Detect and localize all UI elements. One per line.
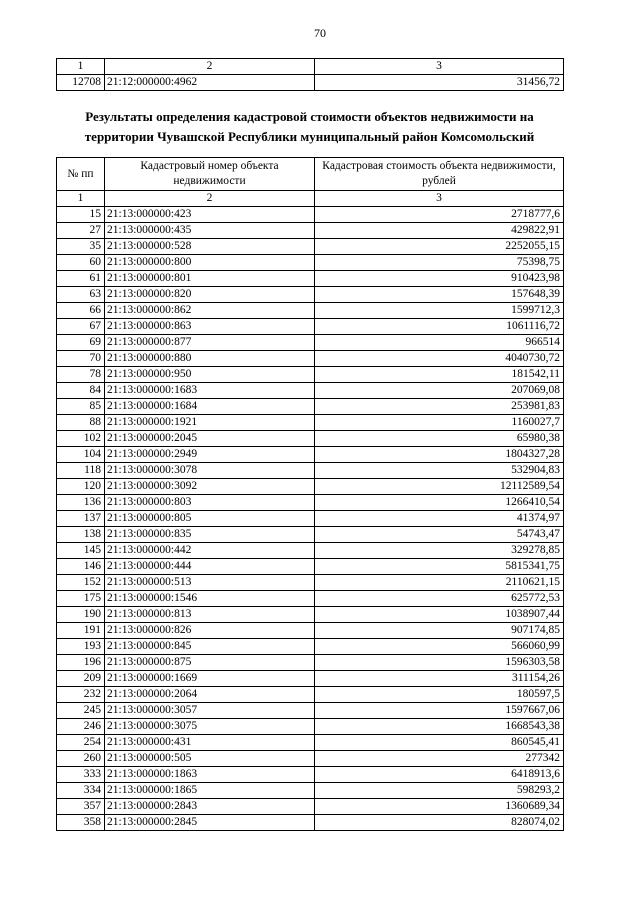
cadastral-number: 21:13:000000:431 [105, 735, 315, 751]
cadastral-number: 21:13:000000:2949 [105, 447, 315, 463]
table-row [57, 527, 564, 543]
table-row [57, 223, 564, 239]
cadastral-number: 21:13:000000:3092 [105, 479, 315, 495]
table-row [57, 287, 564, 303]
page-number: 70 [314, 26, 326, 40]
cadastral-number: 21:13:000000:1921 [105, 415, 315, 431]
cadastral-value: 75398,75 [315, 255, 564, 271]
cadastral-value: 828074,02 [315, 815, 564, 831]
cadastral-number: 21:13:000000:423 [105, 207, 315, 223]
row-number: 209 [57, 671, 105, 687]
cadastral-number: 21:13:000000:805 [105, 511, 315, 527]
row-number: 357 [57, 799, 105, 815]
row-number: 196 [57, 655, 105, 671]
cadastral-number: 21:13:000000:1684 [105, 399, 315, 415]
cadastral-value: 2252055,15 [315, 239, 564, 255]
table-row [57, 671, 564, 687]
row-number: 145 [57, 543, 105, 559]
table-row [57, 75, 564, 91]
cadastral-number: 21:13:000000:435 [105, 223, 315, 239]
cadastral-value: 907174,85 [315, 623, 564, 639]
table-row [57, 511, 564, 527]
row-number: 232 [57, 687, 105, 703]
top-col-1: 1 [57, 59, 105, 75]
cadastral-value: 1360689,34 [315, 799, 564, 815]
table-row [57, 415, 564, 431]
table-row [57, 719, 564, 735]
cadastral-number: 21:13:000000:1865 [105, 783, 315, 799]
cadastral-value: 31456,72 [315, 75, 564, 91]
table-row [57, 255, 564, 271]
table-row [57, 399, 564, 415]
cadastral-number: 21:13:000000:1546 [105, 591, 315, 607]
cadastral-value: 566060,99 [315, 639, 564, 655]
cadastral-number: 21:13:000000:2843 [105, 799, 315, 815]
top-table-header-row [57, 59, 564, 75]
cadastral-number: 21:13:000000:800 [105, 255, 315, 271]
table-row [57, 367, 564, 383]
table-row [57, 735, 564, 751]
row-number: 61 [57, 271, 105, 287]
table-row [57, 495, 564, 511]
cadastral-value: 277342 [315, 751, 564, 767]
table-row [57, 543, 564, 559]
row-number: 245 [57, 703, 105, 719]
table-row [57, 271, 564, 287]
table-row [57, 335, 564, 351]
cadastral-number: 21:13:000000:801 [105, 271, 315, 287]
table-row [57, 463, 564, 479]
row-number: 69 [57, 335, 105, 351]
row-number: 88 [57, 415, 105, 431]
table-row [57, 607, 564, 623]
cadastral-value: 1668543,38 [315, 719, 564, 735]
cadastral-value: 1266410,54 [315, 495, 564, 511]
row-number: 85 [57, 399, 105, 415]
heading-line-1: Результаты определения кадастровой стоимости объектов недвижимости на [85, 109, 534, 124]
row-number: 137 [57, 511, 105, 527]
table-row [57, 639, 564, 655]
row-number: 333 [57, 767, 105, 783]
row-number: 67 [57, 319, 105, 335]
header-cadastral-value: Кадастровая стоимость объекта недвижимости, рублей [315, 158, 564, 191]
cadastral-number: 21:13:000000:803 [105, 495, 315, 511]
cadastral-number: 21:13:000000:1669 [105, 671, 315, 687]
cadastral-value: 4040730,72 [315, 351, 564, 367]
cadastral-value: 1804327,28 [315, 447, 564, 463]
table-row [57, 687, 564, 703]
table-row [57, 431, 564, 447]
cadastral-number: 21:13:000000:835 [105, 527, 315, 543]
table-row [57, 207, 564, 223]
cadastral-value: 207069,08 [315, 383, 564, 399]
row-number: 260 [57, 751, 105, 767]
cadastral-value: 1160027,7 [315, 415, 564, 431]
table-row [57, 815, 564, 831]
column-number-row [57, 191, 564, 207]
top-col-2: 2 [105, 59, 315, 75]
table-row [57, 767, 564, 783]
cadastral-number: 21:13:000000:826 [105, 623, 315, 639]
col-number-2: 2 [105, 191, 315, 207]
cadastral-value: 180597,5 [315, 687, 564, 703]
row-number: 12708 [57, 75, 105, 91]
table-row [57, 383, 564, 399]
cadastral-number: 21:13:000000:2064 [105, 687, 315, 703]
cadastral-number: 21:13:000000:845 [105, 639, 315, 655]
row-number: 136 [57, 495, 105, 511]
cadastral-number: 21:13:000000:3075 [105, 719, 315, 735]
cadastral-number: 21:13:000000:2845 [105, 815, 315, 831]
cadastral-number: 21:13:000000:875 [105, 655, 315, 671]
row-number: 60 [57, 255, 105, 271]
header-row-number: № пп [57, 158, 105, 191]
cadastral-value: 532904,83 [315, 463, 564, 479]
cadastral-value: 625772,53 [315, 591, 564, 607]
cadastral-table [56, 157, 564, 831]
cadastral-value: 41374,97 [315, 511, 564, 527]
row-number: 66 [57, 303, 105, 319]
cadastral-number: 21:13:000000:862 [105, 303, 315, 319]
row-number: 35 [57, 239, 105, 255]
cadastral-value: 1038907,44 [315, 607, 564, 623]
table-row [57, 447, 564, 463]
top-col-3: 3 [315, 59, 564, 75]
table-row [57, 703, 564, 719]
row-number: 152 [57, 575, 105, 591]
cadastral-value: 2718777,6 [315, 207, 564, 223]
cadastral-value: 1061116,72 [315, 319, 564, 335]
cadastral-value: 181542,11 [315, 367, 564, 383]
table-body [57, 207, 564, 831]
row-number: 138 [57, 527, 105, 543]
row-number: 70 [57, 351, 105, 367]
cadastral-value: 429822,91 [315, 223, 564, 239]
cadastral-value: 860545,41 [315, 735, 564, 751]
cadastral-value: 910423,98 [315, 271, 564, 287]
cadastral-number: 21:12:000000:4962 [105, 75, 315, 91]
row-number: 78 [57, 367, 105, 383]
top-table [56, 58, 564, 91]
row-number: 104 [57, 447, 105, 463]
table-row [57, 591, 564, 607]
cadastral-value: 329278,85 [315, 543, 564, 559]
cadastral-number: 21:13:000000:880 [105, 351, 315, 367]
row-number: 193 [57, 639, 105, 655]
row-number: 358 [57, 815, 105, 831]
cadastral-value: 311154,26 [315, 671, 564, 687]
row-number: 190 [57, 607, 105, 623]
cadastral-number: 21:13:000000:1683 [105, 383, 315, 399]
cadastral-number: 21:13:000000:505 [105, 751, 315, 767]
table-row [57, 479, 564, 495]
header-cadastral-number: Кадастровый номер объекта недвижимости [105, 158, 315, 191]
col-number-3: 3 [315, 191, 564, 207]
table-row [57, 559, 564, 575]
cadastral-number: 21:13:000000:3078 [105, 463, 315, 479]
cadastral-value: 2110621,15 [315, 575, 564, 591]
table-row [57, 351, 564, 367]
row-number: 254 [57, 735, 105, 751]
cadastral-number: 21:13:000000:863 [105, 319, 315, 335]
cadastral-number: 21:13:000000:513 [105, 575, 315, 591]
cadastral-value: 157648,39 [315, 287, 564, 303]
row-number: 246 [57, 719, 105, 735]
cadastral-value: 5815341,75 [315, 559, 564, 575]
cadastral-value: 253981,83 [315, 399, 564, 415]
row-number: 27 [57, 223, 105, 239]
cadastral-number: 21:13:000000:820 [105, 287, 315, 303]
cadastral-number: 21:13:000000:877 [105, 335, 315, 351]
cadastral-number: 21:13:000000:528 [105, 239, 315, 255]
table-row [57, 751, 564, 767]
cadastral-value: 65980,38 [315, 431, 564, 447]
cadastral-value: 1596303,58 [315, 655, 564, 671]
cadastral-value: 54743,47 [315, 527, 564, 543]
row-number: 120 [57, 479, 105, 495]
table-row [57, 799, 564, 815]
col-number-1: 1 [57, 191, 105, 207]
row-number: 191 [57, 623, 105, 639]
row-number: 102 [57, 431, 105, 447]
cadastral-value: 1599712,3 [315, 303, 564, 319]
heading-line-2: территории Чувашской Республики муниципальный район Комсомольский [84, 129, 535, 144]
cadastral-value: 598293,2 [315, 783, 564, 799]
cadastral-number: 21:13:000000:442 [105, 543, 315, 559]
cadastral-number: 21:13:000000:950 [105, 367, 315, 383]
row-number: 63 [57, 287, 105, 303]
row-number: 175 [57, 591, 105, 607]
row-number: 84 [57, 383, 105, 399]
column-header-row [57, 158, 564, 191]
cadastral-number: 21:13:000000:1863 [105, 767, 315, 783]
cadastral-number: 21:13:000000:444 [105, 559, 315, 575]
table-row [57, 319, 564, 335]
cadastral-value: 6418913,6 [315, 767, 564, 783]
table-row [57, 783, 564, 799]
row-number: 146 [57, 559, 105, 575]
cadastral-value: 12112589,54 [315, 479, 564, 495]
cadastral-number: 21:13:000000:3057 [105, 703, 315, 719]
cadastral-number: 21:13:000000:813 [105, 607, 315, 623]
row-number: 15 [57, 207, 105, 223]
table-row [57, 575, 564, 591]
table-row [57, 623, 564, 639]
row-number: 118 [57, 463, 105, 479]
table-row [57, 239, 564, 255]
table-row [57, 303, 564, 319]
section-heading [56, 107, 563, 147]
cadastral-value: 1597667,06 [315, 703, 564, 719]
cadastral-value: 966514 [315, 335, 564, 351]
table-row [57, 655, 564, 671]
cadastral-number: 21:13:000000:2045 [105, 431, 315, 447]
row-number: 334 [57, 783, 105, 799]
